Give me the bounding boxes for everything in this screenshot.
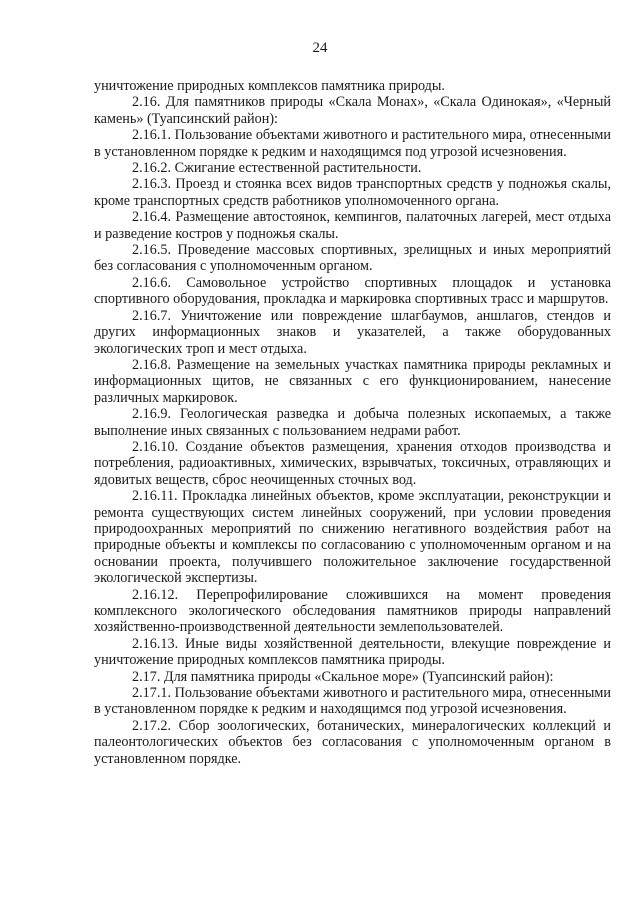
paragraph-2-17: 2.17. Для памятника природы «Скальное море» (Туапсинский район): xyxy=(132,668,554,685)
paragraph-2-16-2: 2.16.2. Сжигание естественной растительности. xyxy=(132,160,422,177)
paragraph-2-16: 2.16. Для памятников природы «Скала Монах», «Скала Одинокая», «Черный камень» (Туапсинский район): xyxy=(94,94,611,127)
paragraph-2-16-12: 2.16.12. Перепрофилирование сложившихся на момент проведения комплексного экологического обследования памятников природы направлений хозяйственно-производственной деятельности землепользователей. xyxy=(94,586,611,636)
paragraph-2-16-4: 2.16.4. Размещение автостоянок, кемпингов, палаточных лагерей, мест отдыха и разведение костров у подножья скалы. xyxy=(94,209,611,242)
paragraph-2-16-6: 2.16.6. Самовольное устройство спортивных площадок и установка спортивного оборудования, прокладка и маркировка спортивных трасс и маршрутов. xyxy=(94,274,611,308)
paragraph-2-16-11: 2.16.11. Прокладка линейных объектов, кроме эксплуатации, реконструкции и ремонта существующих систем линейных сооружений, при условии проведения природоохранных мероприятий по снижению негативного воздействия работ на природные объекты и комплексы по согласованию с уполномоченным органом и на основании проекта, получившего положительное заключение государственной экологической экспертизы. xyxy=(94,488,611,587)
paragraph-2-16-9: 2.16.9. Геологическая разведка и добыча полезных ископаемых, а также выполнение иных связанных с пользованием недрами работ. xyxy=(94,406,611,439)
paragraph-2-16-8: 2.16.8. Размещение на земельных участках памятника природы рекламных и информационных щитов, не связанных с его функционированием, нанесение различных маркировок. xyxy=(94,356,611,406)
paragraph-2-16-1: 2.16.1. Пользование объектами животного и растительного мира, отнесенными в установленном порядке к редким и находящимся под угрозой исчезновения. xyxy=(94,127,611,160)
paragraph-2-16-7: 2.16.7. Уничтожение или повреждение шлагбаумов, аншлагов, стендов и других информационных знаков и указателей, а также оборудованных экологических троп и мест отдыха. xyxy=(94,307,611,357)
paragraph-2-16-10: 2.16.10. Создание объектов размещения, хранения отходов производства и потребления, радиоактивных, химических, взрывчатых, токсичных, отравляющих и ядовитых веществ, сброс неочищенных сточных вод. xyxy=(94,438,611,488)
paragraph-2-16-13: 2.16.13. Иные виды хозяйственной деятельности, влекущие повреждение и уничтожение природных комплексов памятника природы. xyxy=(94,635,611,669)
paragraph-2-17-1: 2.17.1. Пользование объектами животного и растительного мира, отнесенными в установленном порядке к редким и находящимся под угрозой исчезновения. xyxy=(94,685,611,718)
document-body xyxy=(94,78,611,767)
paragraph-2-16-3: 2.16.3. Проезд и стоянка всех видов транспортных средств у подножья скалы, кроме транспортных средств работников уполномоченного органа. xyxy=(94,176,611,209)
paragraph-continuation: уничтожение природных комплексов памятника природы. xyxy=(94,78,445,94)
page-number: 24 xyxy=(312,40,328,56)
paragraph-2-17-2: 2.17.2. Сбор зоологических, ботанических, минералогических коллекций и палеонтологических объектов без согласования с уполномоченным органом в установленном порядке. xyxy=(94,717,611,767)
paragraph-2-16-5: 2.16.5. Проведение массовых спортивных, зрелищных и иных мероприятий без согласования с уполномоченным органом. xyxy=(94,242,611,275)
